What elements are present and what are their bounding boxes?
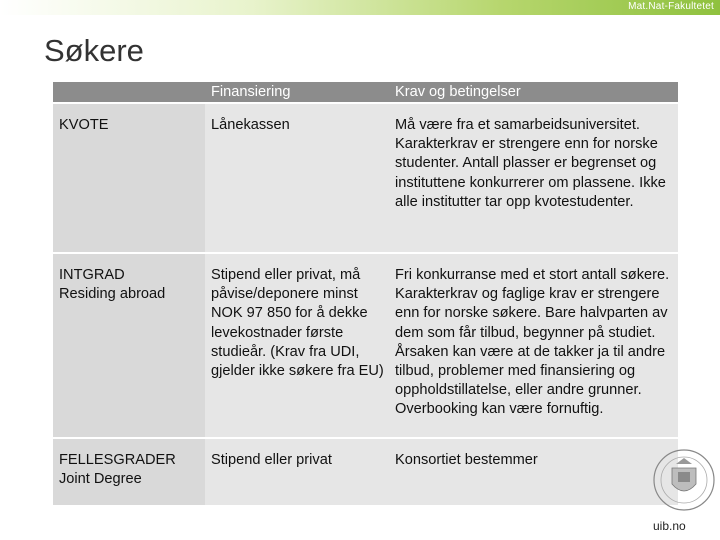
row-label-cell — [53, 439, 205, 507]
faculty-label: Mat.Nat-Fakultetet — [628, 1, 714, 12]
header-cell-financing: Finansiering — [205, 82, 389, 104]
requirements-cell: Må være fra et samarbeidsuniversitet. Karakterkrav er strengere enn for norske studenter. Antall plasser er begrenset og instituttene konkurrerer om plassene. Ikke alle institutter tar opp kvotestudenter. — [389, 104, 678, 254]
financing-cell: Stipend eller privat, må påvise/deponere minst NOK 97 850 for å dekke levekostnader første studieår. (Krav fra UDI, gjelder ikke søkere fra EU) — [205, 254, 389, 439]
row-label: FELLESGRADER — [59, 452, 176, 468]
requirements-cell: Fri konkurranse med et stort antall søkere. Karakterkrav og faglige krav er strengere enn for norske søkere. Bare halvparten av dem som får tilbud, begynner på studiet. Årsaken kan være at de takker ja til andre tilbud, problemer med finansiering og oppholdstillatelse, eller andre grunner. Overbooking kan være fornuftig. — [389, 254, 678, 439]
table-row — [53, 439, 678, 507]
row-label-cell — [53, 254, 205, 439]
financing-cell: Lånekassen — [205, 104, 389, 254]
row-label: INTGRAD — [59, 267, 125, 283]
row-sublabel: Joint Degree — [59, 471, 142, 488]
university-seal-icon — [652, 440, 716, 520]
applicants-table — [53, 82, 678, 507]
row-label-cell — [53, 104, 205, 254]
table-header-row — [53, 82, 678, 104]
site-url: uib.no — [653, 519, 686, 533]
requirements-cell: Konsortiet bestemmer — [389, 439, 678, 507]
financing-cell: Stipend eller privat — [205, 439, 389, 507]
top-banner — [0, 0, 720, 15]
header-cell-requirements: Krav og betingelser — [389, 82, 678, 104]
page-title: Søkere — [44, 33, 144, 68]
table-row — [53, 254, 678, 439]
header-cell-empty — [53, 82, 205, 104]
row-sublabel: Residing abroad — [59, 286, 166, 303]
table-row — [53, 104, 678, 254]
row-label: KVOTE — [59, 117, 109, 133]
